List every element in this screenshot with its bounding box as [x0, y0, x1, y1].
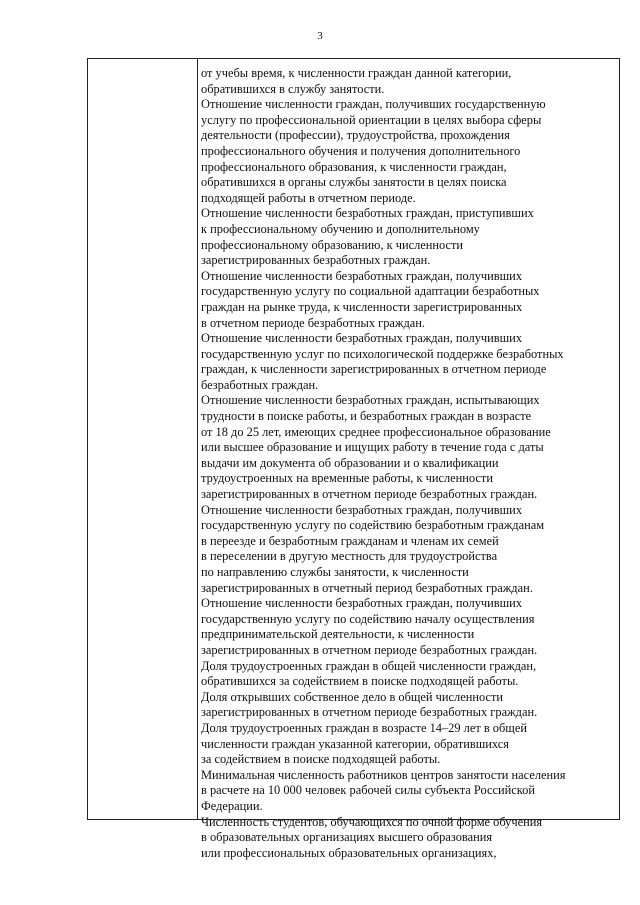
text-line: государственную услугу по социальной адаптации безработных — [201, 284, 540, 299]
text-line: профессионального обучения и получения дополнительного — [201, 143, 521, 158]
text-line: Отношение численности граждан, получивших государственную — [201, 97, 546, 112]
text-line: обратившихся за содействием в поиске подходящей работы. — [201, 674, 519, 689]
paragraph — [201, 768, 617, 815]
text-line: за содействием в поиске подходящей работы. — [201, 752, 441, 767]
paragraph — [201, 721, 617, 768]
text-line: в переезде и безработным гражданам и членам их семей — [201, 533, 499, 548]
text-line: численности граждан указанной категории, обратившихся — [201, 736, 509, 751]
paragraph — [201, 503, 617, 597]
text-line: деятельности (профессии), трудоустройства, прохождения — [201, 128, 510, 143]
text-line: по направлению службы занятости, к численности — [201, 565, 469, 579]
column-divider — [197, 59, 198, 819]
text-line: зарегистрированных в отчетный период безработных граждан. — [201, 580, 533, 595]
text-line: Отношение численности безработных граждан, испытывающих — [201, 393, 540, 408]
text-line: профессиональному образованию, к численности — [201, 237, 464, 252]
text-line: Доля открывших собственное дело в общей численности — [201, 689, 504, 704]
paragraph — [201, 206, 617, 268]
text-line: государственную услугу по содействию безработным гражданам — [201, 518, 545, 533]
text-line: Минимальная численность работников центров занятости населения — [201, 767, 566, 782]
text-line: Федерации. — [201, 798, 263, 813]
page-number: 3 — [317, 30, 323, 42]
table-left-cell — [88, 59, 197, 819]
text-line: подходящей работы в отчетном периоде. — [201, 190, 416, 205]
text-line: Доля трудоустроенных граждан в общей численности граждан, — [201, 658, 537, 673]
text-line: зарегистрированных в отчетном периоде безработных граждан. — [201, 705, 538, 720]
text-line: обратившихся в службу занятости. — [201, 81, 385, 96]
text-line: от учебы время, к численности граждан данной категории, — [201, 66, 512, 80]
text-line: Отношение численности безработных граждан, получивших — [201, 268, 523, 283]
text-line: в образовательных организациях высшего образования — [201, 830, 493, 845]
text-line: Численность студентов, обучающихся по очной форме обучения — [201, 814, 543, 829]
text-line: предпринимательской деятельности, к численности — [201, 627, 475, 642]
table-right-cell — [201, 66, 617, 861]
paragraph — [201, 690, 617, 721]
paragraph — [201, 269, 617, 331]
text-line: Отношение численности безработных граждан, получивших — [201, 502, 523, 517]
paragraph — [201, 66, 617, 97]
text-line: государственную услуг по психологической поддержке безработных — [201, 346, 564, 361]
text-line: зарегистрированных безработных граждан. — [201, 253, 431, 268]
text-line: к профессиональному обучению и дополнительному — [201, 221, 480, 236]
text-line: Отношение численности безработных граждан, получивших — [201, 331, 523, 346]
text-line: профессионального образования, к численности граждан, — [201, 159, 507, 174]
text-line: Доля трудоустроенных граждан в возрасте 14–29 лет в общей — [201, 720, 527, 735]
text-line: граждан, к численности зарегистрированных в отчетном периоде — [201, 362, 547, 377]
text-line: от 18 до 25 лет, имеющих среднее профессиональное образование — [201, 424, 551, 439]
text-line: в отчетном периоде безработных граждан. — [201, 315, 426, 330]
text-line: обратившихся в органы службы занятости в целях поиска — [201, 175, 507, 190]
content-table — [87, 58, 620, 860]
text-line: зарегистрированных в отчетном периоде безработных граждан. — [201, 642, 538, 657]
paragraph — [201, 659, 617, 690]
text-line: трудоустроенных на временные работы, к численности — [201, 471, 493, 486]
text-line: в расчете на 10 000 человек рабочей силы субъекта Российской — [201, 783, 535, 798]
text-line: граждан на рынке труда, к численности зарегистрированных — [201, 299, 523, 314]
paragraph — [201, 393, 617, 502]
text-line: выдачи им документа об образовании и о квалификации — [201, 455, 499, 470]
text-line: в переселении в другую местность для трудоустройства — [201, 549, 498, 564]
text-line: услугу по профессиональной ориентации в целях выбора сферы — [201, 112, 542, 127]
text-line: безработных граждан. — [201, 377, 319, 392]
text-line: зарегистрированных в отчетном периоде безработных граждан. — [201, 487, 538, 502]
paragraph — [201, 815, 617, 862]
text-line: государственную услугу по содействию началу осуществления — [201, 611, 535, 626]
paragraph — [201, 331, 617, 393]
text-line: или профессиональных образовательных организациях, — [201, 845, 497, 860]
text-line: Отношение численности безработных граждан, получивших — [201, 596, 523, 611]
paragraph — [201, 97, 617, 206]
text-line: трудности в поиске работы, и безработных граждан в возрасте — [201, 409, 532, 424]
paragraph — [201, 596, 617, 658]
text-line: или высшее образование и ищущих работу в течение года с даты — [201, 440, 544, 455]
text-line: Отношение численности безработных граждан, приступивших — [201, 206, 534, 221]
